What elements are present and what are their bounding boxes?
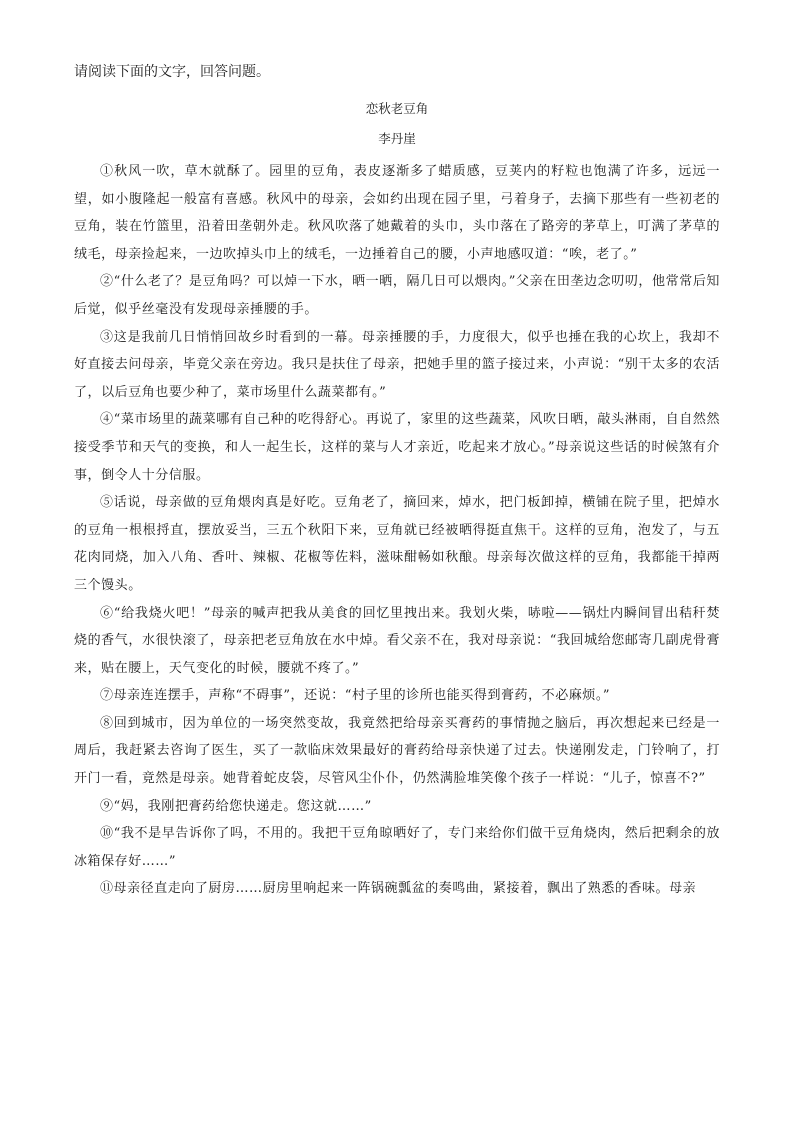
paragraph-8: ⑧回到城市，因为单位的一场突然变故，我竟然把给母亲买膏药的事情抛之脑后，再次想起来已经是一周后，我赶紧去咨询了医生，买了一款临床效果最好的膏药给母亲快递了过去。快递刚发走，门铃响了，打开门一看，竟然是母亲。她背着蛇皮袋，尽管风尘仆仆，仍然满脸堆笑像个孩子一样说：“儿子，惊喜不?” [74,715,720,787]
paragraph-11: ⑪母亲径直走向了厨房……厨房里响起来一阵锅碗瓢盆的奏鸣曲，紧接着，飘出了熟悉的香味。母亲 [100,881,697,897]
paragraph-2: ②“什么老了？是豆角吗？可以焯一下水，晒一晒，隔几日可以煨肉。”父亲在田垄边念叨叨，他常常后知后觉，似乎丝毫没有发现母亲捶腰的手。 [74,274,720,317]
paragraph-5: ⑤话说，母亲做的豆角煨肉真是好吃。豆角老了，摘回来，焯水，把门板卸掉，横铺在院子里，把焯水的豆角一根根捋直，摆放妥当，三五个秋阳下来，豆角就已经被晒得挺直焦干。这样的豆角，泡发了，与五花肉同烧，加入八角、香叶、辣椒、花椒等佐料，滋味酣畅如秋酿。母亲每次做这样的豆角，我都能干掉两三个馒头。 [74,495,720,593]
paragraph-1: ①秋风一吹，草木就酥了。园里的豆角，表皮逐渐多了蜡质感，豆荚内的籽粒也饱满了许多，远远一望，如小腹隆起一般富有喜感。秋风中的母亲，会如约出现在园子里，弓着身子，去摘下那些有一些初老的豆角，装在竹篮里，沿着田垄朝外走。秋风吹落了她戴着的头巾，头巾落在了路旁的茅草上，叮满了茅草的绒毛，母亲捡起来，一边吹掉头巾上的绒毛，一边捶着自己的腰，小声地感叹道：“唉，老了。” [74,164,720,262]
paragraph-10: ⑩“我不是早告诉你了吗，不用的。我把干豆角晾晒好了，专门来给你们做干豆角烧肉，然后把剩余的放冰箱保存好……” [74,826,720,869]
paragraph-4: ④“菜市场里的蔬菜哪有自己种的吃得舒心。再说了，家里的这些蔬菜，风吹日晒，敲头淋雨，自自然然接受季节和天气的变换，和人一起生长，这样的菜与人才亲近，吃起来才放心。”母亲说这些话的时候煞有介事，倒令人十分信服。 [74,412,720,483]
document-page [74,62,720,903]
article-body [74,158,720,903]
reading-instruction: 请阅读下面的文字，回答问题。 [74,64,270,80]
article-author: 李丹崖 [378,131,416,146]
paragraph-6: ⑥“给我烧火吧！”母亲的喊声把我从美食的回忆里拽出来。我划火柴，哧啦——锅灶内瞬间冒出秸秆焚烧的香气，水很快滚了，母亲把老豆角放在水中焯。看父亲不在，我对母亲说：“我回城给您邮寄几副虎骨膏来，贴在腰上，天气变化的时候，腰就不疼了。” [74,605,720,676]
paragraph-3: ③这是我前几日悄悄回故乡时看到的一幕。母亲捶腰的手，力度很大，似乎也捶在我的心坎上，我却不好直接去问母亲，毕竟父亲在旁边。我只是扶住了母亲，把她手里的篮子接过来，小声说：“别干太多的农活了，以后豆角也要少种了，菜市场里什么蔬菜都有。” [74,329,720,400]
paragraph-7: ⑦母亲连连摆手，声称“不碍事”，还说：“村子里的诊所也能买得到膏药，不必麻烦。” [100,688,611,704]
paragraph-9: ⑨“妈，我刚把膏药给您快递走。您这就……” [100,798,372,814]
article-title: 恋秋老豆角 [365,101,429,116]
